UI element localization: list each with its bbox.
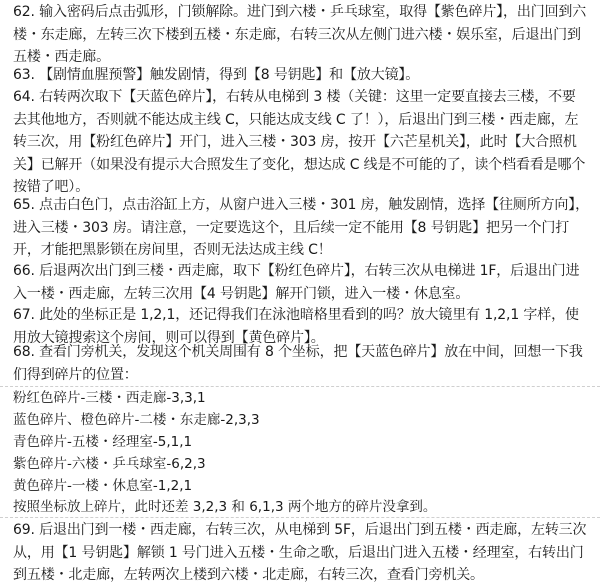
fragment-list-item: 蓝色碎片、橙色碎片-二楼・东走廊-2,3,3 <box>13 412 260 428</box>
fragment-summary-line: 按照坐标放上碎片，此时还差 3,2,3 和 6,1,3 两个地方的碎片没拿到。 <box>13 499 437 515</box>
paragraph-63: 63. 【剧情血腥预警】触发剧情，得到【8 号钥匙】和【放大镜】。 <box>13 67 420 83</box>
paragraph-68: 68. 查看门旁机关，发现这个机关周围有 8 个坐标，把【天蓝色碎片】放在中间，回想一下我们得到碎片的位置： <box>13 344 583 383</box>
paragraph-66: 66. 后退两次出门到三楼・西走廊，取下【粉红色碎片】，右转三次从电梯进 1F，后退出门进入一楼・西走廊，左转三次用【4 号钥匙】解开门锁，进入一楼・休息室。 <box>13 263 580 302</box>
section-divider <box>0 517 600 518</box>
paragraph-65: 65. 点击白色门，点击浴缸上方，从窗户进入三楼・301 房，触发剧情，选择【往厕所方向】，进入三楼・303 房。请注意，一定要选这个，且后续一定不能用【8 号钥匙】把另一个门打开，才能把黑影锁在房间里，否则无法达成主线 C！ <box>13 197 589 258</box>
fragment-list-item: 青色碎片-五楼・经理室-5,1,1 <box>13 434 193 450</box>
paragraph-67: 67. 此处的坐标正是 1,2,1，还记得我们在泳池暗格里看到的吗？放大镜里有 1,2,1 字样，使用放大镜搜索这个房间，则可以得到【黄色碎片】。 <box>13 307 579 346</box>
fragment-list-item: 黄色碎片-一楼・休息室-1,2,1 <box>13 478 193 494</box>
paragraph-64: 64. 右转两次取下【天蓝色碎片】，右转从电梯到 3 楼（关键：这里一定要直接去三楼，不要去其他地方，否则就不能达成主线 C，只能达成支线 C 了！），后退出门到三楼・西走廊，左转三次，用【粉红色碎片】开门，进入三楼・303 房，按开【六芒星机关】，此时【大合照机关】已解开（如果没有提示大合照发生了变化，想达成 C 线是不可能的了，读个档看看是哪个按错了吧）。 <box>13 89 586 195</box>
fragment-list-item: 紫色碎片-六楼・乒乓球室-6,2,3 <box>13 456 206 472</box>
section-divider <box>0 386 600 387</box>
paragraph-62: 62. 输入密码后点击弧形，门锁解除。进门到六楼・乒乓球室，取得【紫色碎片】，出门回到六楼・东走廊，左转三次下楼到五楼・东走廊，右转三次从左侧门进六楼・娱乐室，后退出门到五楼・西走廊。 <box>13 4 587 65</box>
fragment-list-item: 粉红色碎片-三楼・西走廊-3,3,1 <box>13 390 206 406</box>
paragraph-69: 69. 后退出门到一楼・西走廊，右转三次，从电梯到 5F，后退出门到五楼・西走廊，左转三次从，用【1 号钥匙】解锁 1 号门进入五楼・生命之歌，后退出门进入五楼・经理室，右转出门到五楼・北走廊，左转两次上楼到六楼・北走廊，右转三次，查看门旁机关。 <box>13 522 587 583</box>
